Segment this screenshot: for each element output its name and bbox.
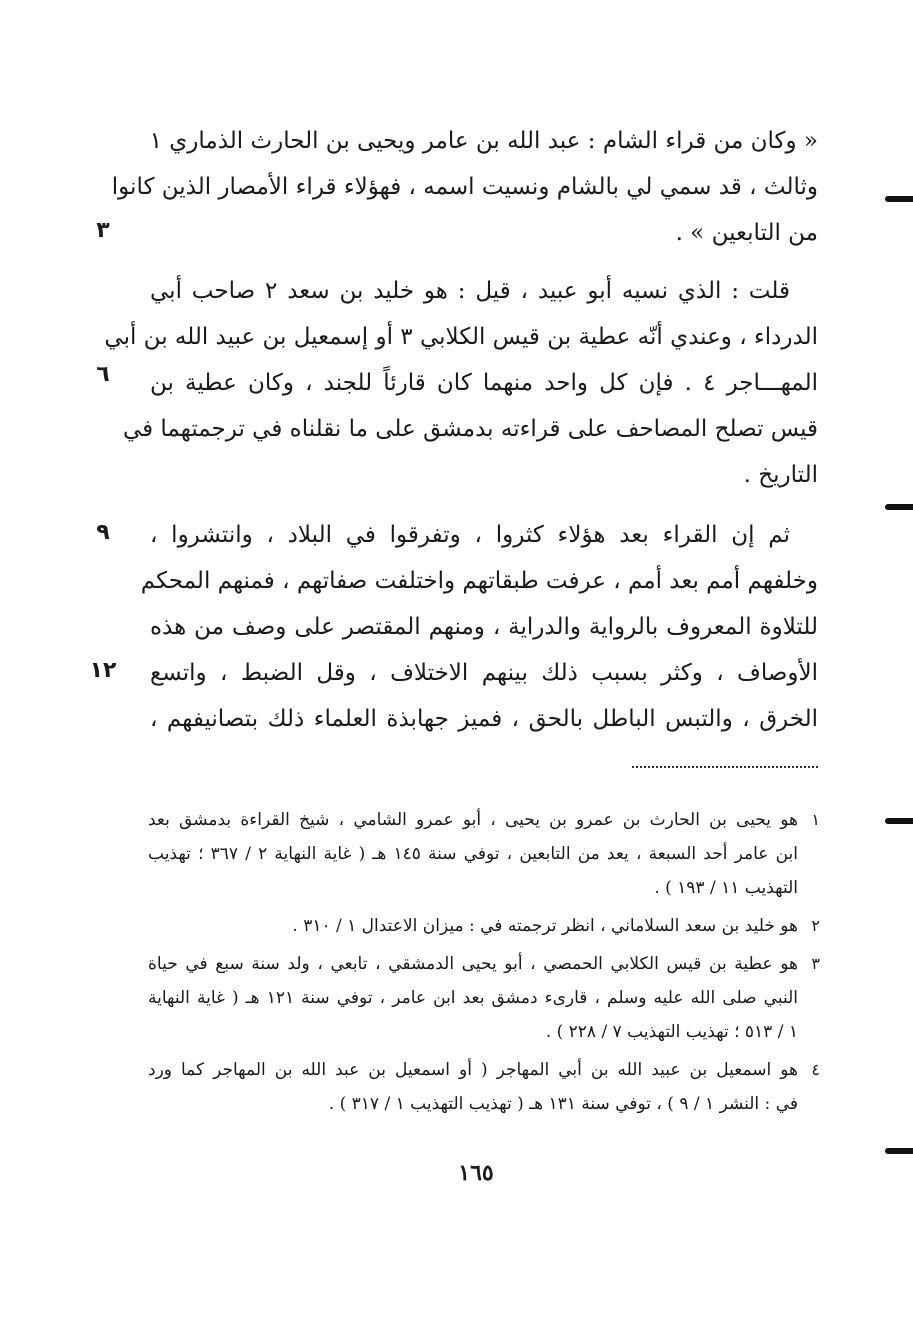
footnote-line: هو يحيى بن الحارث بن عمرو بن يحيى ، أبو عمرو الشامي ، شيخ القراءة بدمشق بعد [148, 810, 798, 830]
scan-edge-mark [885, 504, 913, 510]
main-text-line: الدرداء ، وعندي أنّه عطية بن قيس الكلابي ٣ أو إسمعيل بن عبيد الله بن أبي [104, 324, 818, 350]
footnote-4 [148, 1053, 820, 1121]
footnote-line: هو خليد بن سعد السلاماني ، انظر ترجمته في : ميزان الاعتدال ١ / ٣١٠ . [292, 916, 798, 936]
main-text-line: التاريخ . [743, 462, 818, 488]
main-text-line: قلت : الذي نسيه أبو عبيد ، قيل : هو خليد بن سعد ٢ صاحب أبي [150, 278, 790, 304]
main-text-line: من التابعين » . [675, 220, 818, 246]
main-text-line: الأوصاف ، وكثر بسبب ذلك بينهم الاختلاف ، وقل الضبط ، واتسع [150, 660, 818, 686]
main-paragraph-1 [111, 118, 818, 256]
page-number: ١٦٥ [458, 1160, 494, 1186]
footnote-line: ابن عامر أحد السبعة ، يعد من التابعين ، توفي سنة ١٤٥ هـ ( غاية النهاية ٢ / ٣٦٧ ؛ تهذيب [148, 844, 798, 864]
scan-edge-mark [885, 196, 913, 202]
main-text-line: وثالث ، قد سمي لي بالشام ونسيت اسمه ، فهؤلاء قراء الأمصار الذين كانوا [111, 174, 818, 200]
scan-edge-mark [885, 1148, 913, 1154]
footnote-number: ٣ [811, 954, 820, 973]
main-text-line: قيس تصلح المصاحف على قراءته بدمشق على ما نقلناه في ترجمتهما في [122, 416, 818, 442]
footnote-2 [148, 909, 820, 943]
footnote-3 [148, 947, 820, 1049]
footnote-line: هو اسمعيل بن عبيد الله بن أبي المهاجر ( أو اسمعيل بن عبد الله بن المهاجر كما ورد [148, 1060, 798, 1080]
main-paragraph-3 [140, 512, 818, 742]
footnote-line: ١ / ٥١٣ ؛ تهذيب التهذيب ٧ / ٢٢٨ ) . [545, 1022, 798, 1042]
main-text-line: المهـــاجر ٤ . فإن كل واحد منهما كان قارئاً للجند ، وكان عطية بن [150, 370, 818, 396]
footnote-number: ٢ [811, 916, 820, 935]
footnote-body [148, 947, 798, 1049]
footnotes [148, 803, 820, 1125]
main-text-line: للتلاوة المعروف بالرواية والدراية ، ومنهم المقتصر على وصف من هذه [150, 614, 818, 640]
main-text-line: ثم إن القراء بعد هؤلاء كثروا ، وتفرقوا في البلاد ، وانتشروا ، [150, 522, 790, 548]
margin-line-number: ٦ [96, 362, 110, 387]
footnote-body [148, 1053, 798, 1121]
footnote-1 [148, 803, 820, 905]
footnote-number: ١ [811, 810, 820, 829]
footnote-line: التهذيب ١١ / ١٩٣ ) . [654, 878, 798, 898]
main-paragraph-2 [104, 268, 818, 498]
footnote-body [148, 803, 798, 905]
footnote-line: هو عطية بن قيس الكلابي الحمصي ، أبو يحيى الدمشقي ، تابعي ، ولد سنة سبع في حياة [148, 954, 798, 974]
footnote-separator [632, 766, 818, 768]
main-text-line: وخلفهم أمم بعد أمم ، عرفت طبقاتهم واختلفت صفاتهم ، فمنهم المحكم [140, 568, 818, 594]
margin-line-number: ١٢ [89, 658, 117, 683]
main-text-line: « وكان من قراء الشام : عبد الله بن عامر ويحيى بن الحارث الذماري ١ [149, 128, 818, 154]
footnote-number: ٤ [811, 1060, 820, 1079]
footnote-body [148, 909, 798, 943]
scan-edge-mark [885, 818, 913, 824]
main-text-line: الخرق ، والتبس الباطل بالحق ، فميز جهابذة العلماء ذلك بتصانيفهم ، [150, 706, 818, 732]
footnote-line: النبي صلى الله عليه وسلم ، قارىء دمشق بعد ابن عامر ، توفي سنة ١٢١ هـ ( غاية النهاية [148, 988, 798, 1008]
margin-line-number: ٣ [96, 218, 110, 243]
margin-line-number: ٩ [96, 520, 110, 545]
footnote-line: في : النشر ١ / ٩ ) ، توفي سنة ١٣١ هـ ( تهذيب التهذيب ١ / ٣١٧ ) . [328, 1094, 798, 1114]
